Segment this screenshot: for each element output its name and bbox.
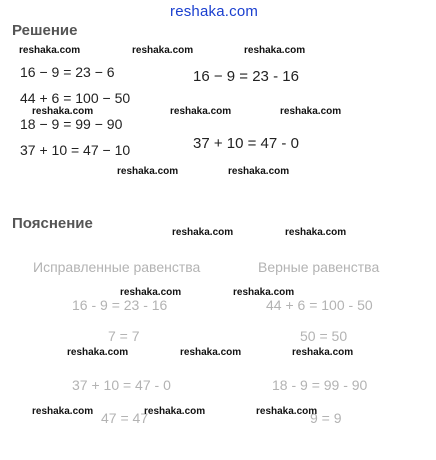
watermark: reshaka.com — [117, 166, 179, 177]
watermark: reshaka.com — [172, 227, 234, 238]
watermark: reshaka.com — [19, 45, 81, 56]
watermark: reshaka.com — [180, 347, 242, 358]
watermark: reshaka.com — [228, 166, 290, 177]
watermark: reshaka.com — [32, 106, 94, 117]
watermark: reshaka.com — [285, 227, 347, 238]
corrected-equation-2: 37 + 10 = 47 - 0 — [72, 377, 171, 393]
watermark: reshaka.com — [256, 406, 318, 417]
watermark: reshaka.com — [120, 287, 182, 298]
watermark: reshaka.com — [67, 347, 129, 358]
solution-equation-4: 37 + 10 = 47 − 10 — [20, 142, 131, 158]
true-equation-1: 44 + 6 = 100 - 50 — [266, 297, 373, 313]
solution-corrected-equation-2: 37 + 10 = 47 - 0 — [193, 135, 299, 152]
watermark: reshaka.com — [132, 45, 194, 56]
solution-equation-3: 18 − 9 = 99 − 90 — [20, 116, 123, 132]
true-result-1: 50 = 50 — [300, 328, 348, 344]
true-equalities-header: Верные равенства — [258, 259, 380, 275]
solution-equation-2: 44 + 6 = 100 − 50 — [20, 90, 131, 106]
watermark: reshaka.com — [244, 45, 306, 56]
true-equation-2: 18 - 9 = 99 - 90 — [272, 377, 368, 393]
corrected-result-2: 47 = 47 — [101, 410, 149, 426]
corrected-equation-1: 16 - 9 = 23 - 16 — [72, 297, 168, 313]
watermark: reshaka.com — [32, 406, 94, 417]
solution-heading: Решение — [12, 22, 78, 39]
true-result-2: 9 = 9 — [310, 410, 342, 426]
watermark: reshaka.com — [292, 347, 354, 358]
watermark: reshaka.com — [170, 106, 232, 117]
solution-equation-1: 16 − 9 = 23 − 6 — [20, 64, 115, 80]
explanation-heading: Пояснение — [12, 215, 93, 232]
watermark: reshaka.com — [280, 106, 342, 117]
site-title: reshaka.com — [170, 3, 259, 20]
watermark: reshaka.com — [233, 287, 295, 298]
solution-corrected-equation-1: 16 − 9 = 23 - 16 — [193, 68, 299, 85]
corrected-equalities-header: Исправленные равенства — [33, 259, 201, 275]
watermark: reshaka.com — [144, 406, 206, 417]
corrected-result-1: 7 = 7 — [108, 328, 140, 344]
